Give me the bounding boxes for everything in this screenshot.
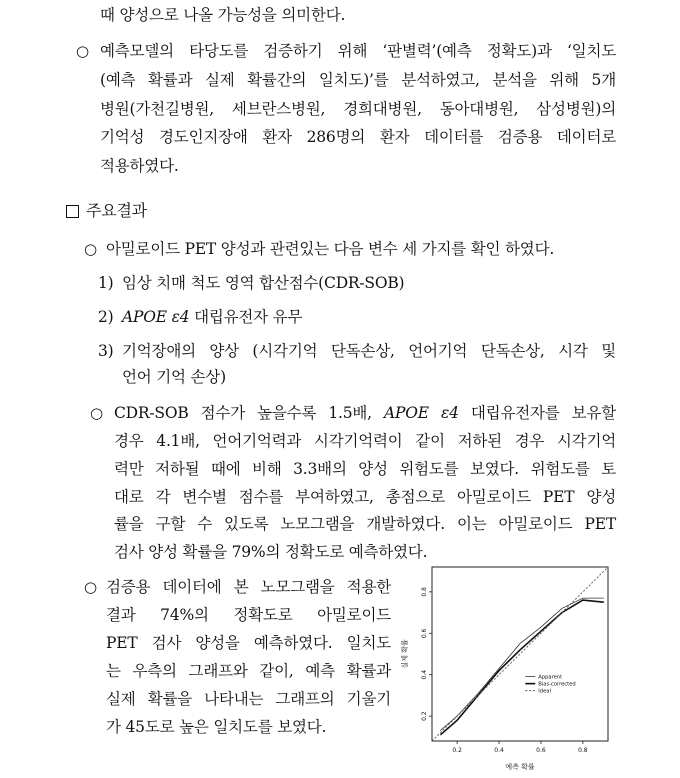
section-title: 주요결과 <box>86 201 148 220</box>
series-line-bias-corrected <box>440 600 603 735</box>
x-tick-label: 0.2 <box>452 747 462 754</box>
calibration-chart <box>396 565 614 775</box>
legend-label: Apparent <box>538 674 563 681</box>
para4-line: 실제 확률을 나타내는 그래프의 기울기 <box>106 690 391 708</box>
para3-line: CDR-SOB 점수가 높을수록 1.5배, APOE ε4 대립유전자를 보유할 <box>114 404 616 422</box>
list-item-number: 2) <box>98 308 114 326</box>
para2-intro: 아밀로이드 PET 양성과 관련있는 다음 변수 세 가지를 확인 하였다. <box>106 240 555 258</box>
para4-line: 는 우측의 그래프와 같이, 예측 확률과 <box>106 662 391 680</box>
list-item-number: 3) <box>98 342 114 360</box>
x-tick-label: 0.8 <box>578 747 588 754</box>
para1-line: (예측 확률과 실제 확률간의 일치도)’를 분석하였고, 분석을 위해 5개 <box>100 71 616 89</box>
list-item-text: 임상 치매 척도 영역 합산점수(CDR-SOB) <box>122 274 405 292</box>
para3-line: 경우 4.1배, 언어기억력과 시각기억력이 같이 저하된 경우 시각기억 <box>114 432 616 450</box>
bullet-circle: ○ <box>76 42 90 60</box>
x-axis-label: 예측 확률 <box>505 763 535 771</box>
section-checkbox-square <box>66 205 79 218</box>
y-tick-label: 0.2 <box>421 711 428 721</box>
para1-line: 적용하였다. <box>100 157 179 175</box>
y-tick-label: 0.6 <box>421 628 428 639</box>
para1-line: 기억성 경도인지장애 환자 286명의 환자 데이터를 검증용 데이터로 <box>100 128 616 146</box>
para4-line: 결과 74%의 정확도로 아밀로이드 <box>106 606 391 624</box>
gene-name: APOE ε4 <box>384 404 459 422</box>
para3-line: 률을 구할 수 있도록 노모그램을 개발하였다. 이는 아밀로이드 PET <box>114 515 616 533</box>
list-item-number: 1) <box>98 274 114 292</box>
bullet-circle: ○ <box>84 240 98 258</box>
list-item-text-rest: 대립유전자 유무 <box>189 308 303 326</box>
legend-label: Bias-corrected <box>538 681 576 688</box>
para1-line: 병원(가천길병원, 세브란스병원, 경희대병원, 동아대병원, 삼성병원)의 <box>100 100 616 118</box>
y-tick-label: 0.8 <box>421 587 428 597</box>
list-item-text <box>122 306 302 328</box>
list-item-text: 기억장애의 양상 (시각기억 단독손상, 언어기억 단독손상, 시각 및 <box>122 342 616 360</box>
para3-line: 력만 저하될 때에 비해 3.3배의 양성 위험도를 보였다. 위험도를 토 <box>114 460 616 478</box>
y-axis-label: 실제 확률 <box>401 639 409 669</box>
para3-line: 대로 각 변수별 점수를 부여하였고, 총점으로 아밀로이드 PET 양성 <box>114 488 616 506</box>
legend-label: Ideal <box>538 688 551 695</box>
para4-line: 검증용 데이터에 본 노모그램을 적용한 <box>106 578 391 596</box>
para1-line: 예측모델의 타당도를 검증하기 위해 ‘판별력’(예측 정확도)과 ‘일치도 <box>100 42 616 60</box>
para4-line: 가 45도로 높은 일치도를 보였다. <box>106 718 327 736</box>
bullet-circle: ○ <box>84 578 98 596</box>
gene-name: APOE ε4 <box>122 308 190 326</box>
para3-line: 검사 양성 확률을 79%의 정확도로 예측하였다. <box>114 543 428 561</box>
y-tick-label: 0.4 <box>421 669 428 680</box>
bullet-circle: ○ <box>90 404 104 422</box>
para0-line: 때 양성으로 나올 가능성을 의미한다. <box>100 6 346 24</box>
x-tick-label: 0.4 <box>494 747 504 754</box>
x-tick-label: 0.6 <box>536 747 546 754</box>
para4-line: PET 검사 양성을 예측하였다. 일치도 <box>106 634 391 652</box>
list-item-text-cont: 언어 기억 손상) <box>122 368 226 386</box>
